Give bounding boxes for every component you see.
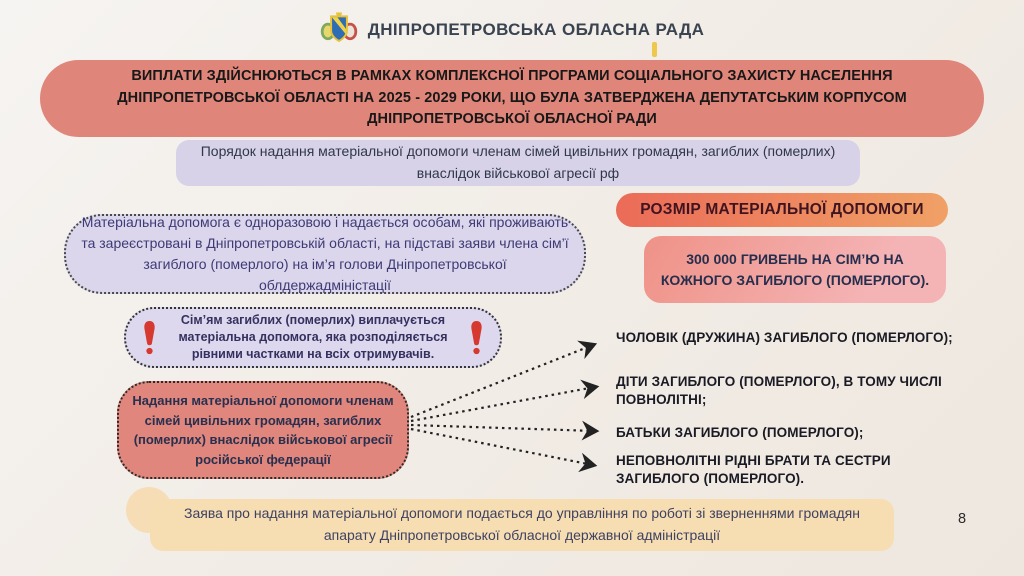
procedure-subtitle-text: Порядок надання матеріальної допомоги членам сімей цивільних громадян, загиблих (померлих) внаслідок військової агресії рф <box>200 143 836 181</box>
coat-of-arms-icon <box>320 10 358 50</box>
application-footer-text: Заява про надання матеріальної допомоги подається до управління по роботі зі зверненнями громадян апарату Дніпропетровської обласної державної адміністрації <box>184 505 860 543</box>
page-title: ДНІПРОПЕТРОВСЬКА ОБЛАСНА РАДА <box>367 20 705 39</box>
aid-amount-header <box>616 193 948 227</box>
recipients-connector-arrows <box>403 333 613 478</box>
recipient-item: ДІТИ ЗАГИБЛОГО (ПОМЕРЛОГО), В ТОМУ ЧИСЛІ ПОВНОЛІТНІ; <box>616 374 942 408</box>
application-footer-box <box>150 499 894 551</box>
equal-shares-warning-text: Сім’ям загиблих (померлих) виплачується матеріальна допомога, яка розподіляється рівними частками на всіх отримувачів. <box>178 313 448 361</box>
yellow-accent-mark <box>652 42 657 57</box>
procedure-subtitle-box <box>176 140 860 186</box>
one-time-aid-info-box <box>64 214 586 294</box>
program-banner <box>40 60 984 137</box>
slide-header <box>0 10 1024 50</box>
recipient-item: НЕПОВНОЛІТНІ РІДНІ БРАТИ ТА СЕСТРИ ЗАГИБЛОГО (ПОМЕРЛОГО). <box>616 453 891 487</box>
recipient-item: БАТЬКИ ЗАГИБЛОГО (ПОМЕРЛОГО); <box>616 425 864 440</box>
program-banner-text: ВИПЛАТИ ЗДІЙСНЮЮТЬСЯ В РАМКАХ КОМПЛЕКСНОЇ ПРОГРАМИ СОЦІАЛЬНОГО ЗАХИСТУ НАСЕЛЕННЯ ДНІПРОПЕТРОВСЬКОЇ ОБЛАСТІ НА 2025 - 2029 РОКИ, ЩО БУЛА ЗАТВЕРДЖЕНА ДЕПУТАТСЬКИМ КОРПУСОМ ДНІПРОПЕТРОВСЬКОЇ ОБЛАСНОЇ РАДИ <box>117 67 907 128</box>
aid-amount-text: 300 000 ГРИВЕНЬ НА СІМ’Ю НА КОЖНОГО ЗАГИБЛОГО (ПОМЕРЛОГО). <box>660 251 930 288</box>
one-time-aid-info-text: Матеріальна допомога є одноразовою і надається особам, які проживають та зареєстровані в Дніпропетровській області, на підставі заяви члена сім’ї загиблого (померлого) на ім’я голови Дніпропетровської облдержадміністації <box>81 214 569 293</box>
page-number: 8 <box>958 511 967 527</box>
aid-amount-header-text: РОЗМІР МАТЕРІАЛЬНОЇ ДОПОМОГИ <box>640 201 924 218</box>
aid-provision-source-box <box>117 381 409 479</box>
recipient-item: ЧОЛОВІК (ДРУЖИНА) ЗАГИБЛОГО (ПОМЕРЛОГО); <box>616 330 953 345</box>
exclamation-icon <box>142 319 157 356</box>
aid-provision-source-text: Надання матеріальної допомоги членам сімей цивільних громадян, загиблих (померлих) внаслідок військової агресії російської федерації <box>132 393 394 467</box>
aid-amount-box <box>644 236 946 303</box>
